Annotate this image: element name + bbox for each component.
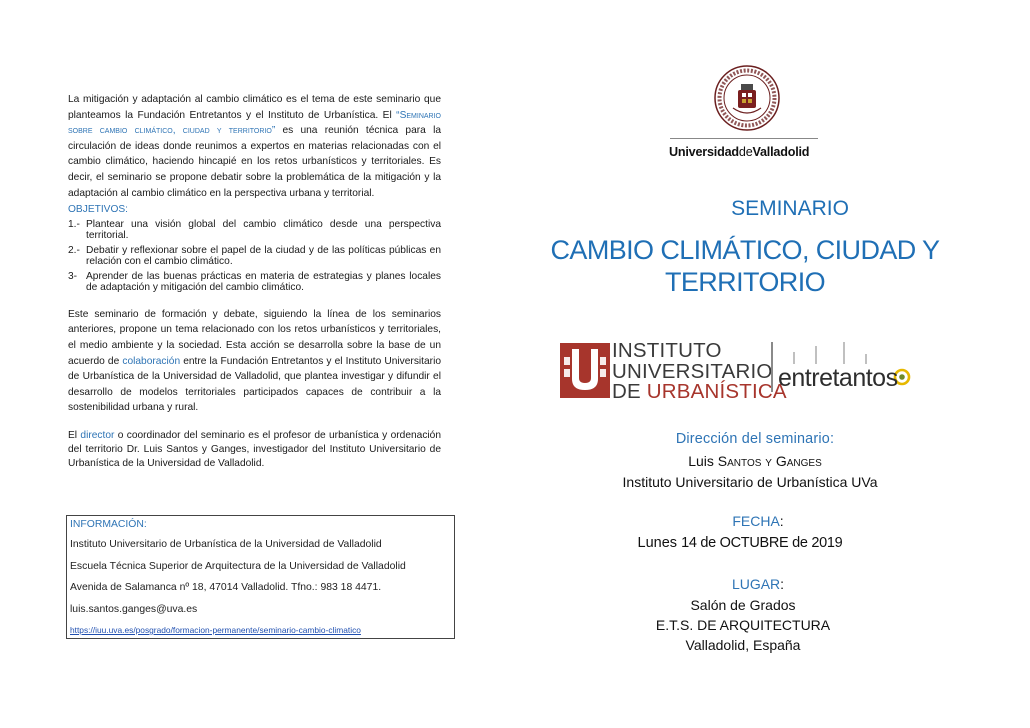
- info-email[interactable]: luis.santos.ganges@uva.es: [70, 603, 198, 615]
- seminar-label: SEMINARIO: [731, 197, 849, 220]
- director-link[interactable]: director: [80, 429, 115, 441]
- collaboration-link[interactable]: colaboración: [122, 355, 181, 367]
- lugar-label: LUGAR:: [731, 576, 785, 592]
- left-column: [68, 92, 441, 471]
- objectives-heading: OBJETIVOS:: [68, 204, 129, 216]
- info-url-link[interactable]: https://iuu.uva.es/posgrado/formacion-permanente/seminario-cambio-climatico: [70, 625, 361, 635]
- collaboration-paragraph: Este seminario de formación y debate, siguiendo la línea de los seminarios anteriores, propone un tema relacionado con los retos urbanísticos y territoriales, el medio ambiente y la sociedad. Esta acción se desarrolla sobre la base de un acuerdo de colaboración entre la Fundación Entretantos y el Instituto Universitario de Urbanística de la Universidad de Valladolid, que plantea investigar y difundir el desarrollo de modelos territoriales participados capaces de contribuir a la sostenibilidad urbana y rural.: [68, 308, 441, 414]
- seminar-title-inline: Seminario sobre cambio climático, ciudad y territorio: [68, 109, 441, 137]
- director-name: Luis Santos y Ganges: [688, 453, 822, 469]
- lugar-city: Valladolid, España: [685, 637, 801, 653]
- info-box: [66, 515, 455, 639]
- info-title: INFORMACIÓN:: [70, 519, 147, 530]
- info-line: Escuela Técnica Superior de Arquitectura de la Universidad de Valladolid: [70, 560, 406, 572]
- info-line: Instituto Universitario de Urbanística de la Universidad de Valladolid: [70, 539, 382, 550]
- university-divider: [670, 138, 818, 139]
- page-title-line-2: TERRITORIO: [664, 267, 825, 297]
- info-line: Avenida de Salamanca nº 18, 47014 Valladolid. Tfno.: 983 18 4471.: [70, 582, 382, 593]
- director-heading: Dirección del seminario:: [675, 431, 835, 447]
- objective-item: 1.- Plantear una visión global del cambio climático desde una perspectiva territorial.: [68, 218, 441, 242]
- objective-item: 2.- Debatir y reflexionar sobre el papel de la ciudad y de las políticas públicas en relación con el cambio climático.: [68, 244, 441, 268]
- fecha-label: FECHA:: [732, 513, 784, 529]
- objective-item: 3- Aprender de las buenas prácticas en materia de estrategias y planes locales de adaptación y mitigación del cambio climático.: [68, 270, 441, 294]
- lugar-room: Salón de Grados: [690, 597, 796, 613]
- lugar-school: E.T.S. DE ARQUITECTURA: [655, 617, 831, 633]
- director-paragraph: El director o coordinador del seminario es el profesor de urbanística y ordenación del territorio Dr. Luis Santos y Ganges, investigador del Instituto Universitario de Urbanística de la Universidad de Valladolid.: [68, 429, 442, 469]
- director-institution: Instituto Universitario de Urbanística UVa: [622, 474, 878, 490]
- university-seal-icon: [711, 64, 783, 132]
- fecha-value: Lunes 14 de OCTUBRE de 2019: [637, 535, 843, 551]
- entretantos-logo-text: entretantos: [778, 364, 898, 392]
- intro-paragraph: La mitigación y adaptación al cambio climático es el tema de este seminario que planteamos la Fundación Entretantos y el Instituto de Urbanística. El “Seminario sobre cambio climático, ciudad y territorio” es una reunión técnica para la circulación de ideas donde reunimos a expertos en materias relacionadas con el cambio climático, haciendo hincapié en los retos urbanísticos y territoriales. Es decir, el seminario se propone debatir sobre la problemática de la mitigación y la adaptación al cambio climático en la perspectiva urbana y territorial.: [68, 94, 441, 199]
- instituto-urbanistica-logo-icon: [560, 343, 610, 398]
- instituto-urbanistica-logo-text: INSTITUTO UNIVERSITARIO DE URBANÍSTICA: [612, 339, 787, 403]
- university-name: UniversidaddeValladolid: [669, 145, 810, 159]
- page-title-line-1: CAMBIO CLIMÁTICO, CIUDAD Y: [550, 235, 940, 265]
